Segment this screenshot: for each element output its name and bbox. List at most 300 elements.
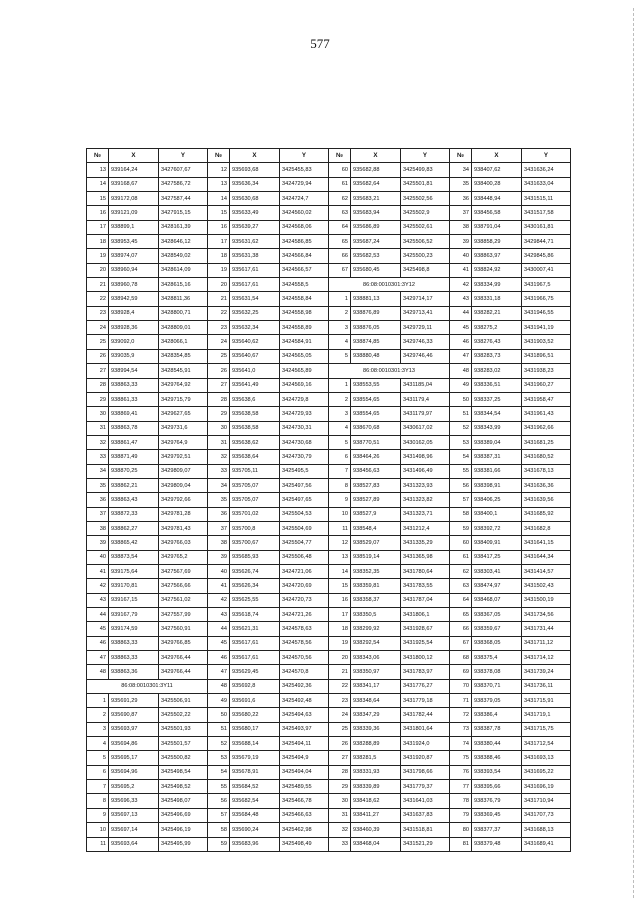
coord-y: 3425496,69 <box>159 808 208 822</box>
coord-x: 938281,5 <box>351 751 401 765</box>
coord-x: 938334,99 <box>472 278 522 292</box>
coord-y: 3431636,24 <box>522 163 571 177</box>
coord-y: 3429729,11 <box>401 321 450 335</box>
table-row <box>87 249 571 263</box>
table-row <box>87 794 571 808</box>
point-number: 20 <box>329 651 351 665</box>
point-number: 27 <box>329 751 351 765</box>
coord-x: 939164,24 <box>109 163 159 177</box>
point-number: 24 <box>208 335 230 349</box>
coord-y: 3424566,84 <box>280 249 329 263</box>
point-number: 20 <box>208 278 230 292</box>
table-header-row <box>87 149 571 163</box>
coord-x: 939175,64 <box>109 564 159 578</box>
coord-x: 938861,33 <box>109 392 159 406</box>
table-row <box>87 493 571 507</box>
point-number: 10 <box>87 823 109 837</box>
coordinates-table <box>86 148 571 852</box>
coord-y: 3424558,5 <box>280 278 329 292</box>
table-row <box>87 206 571 220</box>
coord-y: 3431967,5 <box>522 278 571 292</box>
coord-y: 3431941,19 <box>522 321 571 335</box>
table-row <box>87 464 571 478</box>
coord-x: 935640,67 <box>230 349 280 363</box>
table-row <box>87 278 571 292</box>
coord-x: 938554,65 <box>351 407 401 421</box>
coord-y: 3425495,5 <box>280 464 329 478</box>
coord-x: 938393,54 <box>472 765 522 779</box>
coord-x: 938339,36 <box>351 722 401 736</box>
table-row <box>87 220 571 234</box>
coord-y: 3424558,84 <box>280 292 329 306</box>
point-number: 31 <box>208 435 230 449</box>
coord-x: 938388,46 <box>472 751 522 765</box>
coord-y: 3425502,22 <box>159 708 208 722</box>
coord-x: 935690,87 <box>109 708 159 722</box>
coord-y: 3425501,57 <box>159 737 208 751</box>
coord-y: 3431335,29 <box>401 536 450 550</box>
coord-y: 3431925,54 <box>401 636 450 650</box>
coord-x: 938348,64 <box>351 694 401 708</box>
coord-x: 938292,54 <box>351 636 401 650</box>
point-number: 26 <box>87 349 109 363</box>
point-number: 64 <box>450 593 472 607</box>
point-number: 8 <box>87 794 109 808</box>
point-number: 46 <box>450 335 472 349</box>
point-number: 38 <box>87 521 109 535</box>
point-number: 14 <box>329 564 351 578</box>
coord-y: 3425466,63 <box>280 808 329 822</box>
point-number: 7 <box>329 464 351 478</box>
coord-y: 3431734,56 <box>522 608 571 622</box>
point-number: 21 <box>87 278 109 292</box>
coord-y: 3431798,66 <box>401 765 450 779</box>
coord-y: 3431715,91 <box>522 694 571 708</box>
coord-y: 3431776,27 <box>401 679 450 693</box>
coord-y: 3424560,02 <box>280 206 329 220</box>
coord-x: 935692,8 <box>230 679 280 693</box>
coord-x: 935694,96 <box>109 765 159 779</box>
point-number: 1 <box>329 292 351 306</box>
coord-x: 939167,79 <box>109 608 159 622</box>
coord-y: 3429713,41 <box>401 306 450 320</box>
coord-y: 3424565,89 <box>280 364 329 378</box>
page-edge-rule <box>633 8 634 898</box>
coord-y: 3431502,43 <box>522 579 571 593</box>
coord-y: 3424729,8 <box>280 392 329 406</box>
coord-y: 3425498,52 <box>159 780 208 794</box>
coord-y: 3424729,93 <box>280 407 329 421</box>
point-number: 52 <box>450 421 472 435</box>
point-number: 22 <box>87 292 109 306</box>
coord-x: 935687,24 <box>351 235 401 249</box>
point-number: 34 <box>87 464 109 478</box>
point-number: 34 <box>450 163 472 177</box>
coord-y: 3424730,31 <box>280 421 329 435</box>
coord-y: 3430007,41 <box>522 263 571 277</box>
coord-y: 3431414,57 <box>522 564 571 578</box>
point-number: 43 <box>450 292 472 306</box>
coord-y: 3431498,96 <box>401 450 450 464</box>
coord-x: 935641,0 <box>230 364 280 378</box>
coord-x: 938283,73 <box>472 349 522 363</box>
coord-x: 935693,97 <box>109 722 159 736</box>
header-y: Y <box>159 149 208 163</box>
coord-y: 3428545,91 <box>159 364 208 378</box>
point-number: 5 <box>329 435 351 449</box>
coord-x: 935632,34 <box>230 321 280 335</box>
coord-x: 938527,9 <box>351 507 401 521</box>
table-row <box>87 665 571 679</box>
coord-y: 3431780,64 <box>401 564 450 578</box>
coord-x: 935625,55 <box>230 593 280 607</box>
point-number: 74 <box>450 737 472 751</box>
coord-x: 938869,41 <box>109 407 159 421</box>
point-number: 29 <box>329 780 351 794</box>
coord-y: 3431966,75 <box>522 292 571 306</box>
coord-y: 3431960,27 <box>522 378 571 392</box>
point-number: 30 <box>329 794 351 808</box>
coord-y: 3431714,12 <box>522 651 571 665</box>
point-number: 12 <box>208 163 230 177</box>
point-number: 33 <box>329 837 351 851</box>
coord-y: 3431179,97 <box>401 407 450 421</box>
point-number: 12 <box>329 536 351 550</box>
header-number: № <box>87 149 109 163</box>
point-number: 21 <box>208 292 230 306</box>
point-number: 31 <box>87 421 109 435</box>
coord-y: 3425462,98 <box>280 823 329 837</box>
coord-x: 938881,13 <box>351 292 401 306</box>
point-number: 9 <box>87 808 109 822</box>
point-number: 58 <box>450 507 472 521</box>
coord-y: 3431496,49 <box>401 464 450 478</box>
coord-x: 935684,52 <box>230 780 280 794</box>
header-y: Y <box>280 149 329 163</box>
point-number: 41 <box>450 263 472 277</box>
point-number: 3 <box>329 321 351 335</box>
coord-x: 939168,67 <box>109 177 159 191</box>
point-number: 51 <box>450 407 472 421</box>
table-row <box>87 765 571 779</box>
table-row <box>87 608 571 622</box>
coord-y: 3431920,87 <box>401 751 450 765</box>
coord-y: 3425489,55 <box>280 780 329 794</box>
point-number: 29 <box>208 407 230 421</box>
coord-x: 939172,08 <box>109 192 159 206</box>
coord-y: 3427566,66 <box>159 579 208 593</box>
point-number: 44 <box>450 306 472 320</box>
coord-x: 938548,4 <box>351 521 401 535</box>
coord-x: 935638,6 <box>230 392 280 406</box>
coord-y: 3424578,56 <box>280 636 329 650</box>
point-number: 23 <box>208 321 230 335</box>
coord-x: 935641,49 <box>230 378 280 392</box>
coord-y: 3431903,52 <box>522 335 571 349</box>
point-number: 61 <box>329 177 351 191</box>
coord-x: 935700,67 <box>230 536 280 550</box>
coord-x: 935705,07 <box>230 478 280 492</box>
coord-y: 3431185,04 <box>401 378 450 392</box>
coord-x: 935695,2 <box>109 780 159 794</box>
coord-x: 935621,31 <box>230 622 280 636</box>
coord-x: 938880,48 <box>351 349 401 363</box>
coord-y: 3431938,23 <box>522 364 571 378</box>
coord-x: 938418,62 <box>351 794 401 808</box>
coord-y: 3424586,85 <box>280 235 329 249</box>
coord-x: 938858,29 <box>472 235 522 249</box>
table-row <box>87 392 571 406</box>
coord-x: 935636,34 <box>230 177 280 191</box>
coord-y: 3431961,43 <box>522 407 571 421</box>
table-row <box>87 507 571 521</box>
table-row <box>87 163 571 177</box>
coord-x: 938378,08 <box>472 665 522 679</box>
coord-y: 3424724,7 <box>280 192 329 206</box>
coord-y: 3425504,69 <box>280 521 329 535</box>
point-number: 13 <box>208 177 230 191</box>
point-number: 45 <box>450 321 472 335</box>
point-number: 2 <box>87 708 109 722</box>
coord-x: 935639,27 <box>230 220 280 234</box>
table-row <box>87 708 571 722</box>
coord-x: 938331,93 <box>351 765 401 779</box>
coord-y: 3431500,19 <box>522 593 571 607</box>
point-number: 23 <box>87 306 109 320</box>
coord-x: 935705,11 <box>230 464 280 478</box>
coord-x: 938368,05 <box>472 636 522 650</box>
coord-x: 938554,65 <box>351 392 401 406</box>
point-number: 3 <box>329 407 351 421</box>
coord-x: 935695,17 <box>109 751 159 765</box>
point-number: 39 <box>208 550 230 564</box>
point-number: 68 <box>450 651 472 665</box>
table-row <box>87 521 571 535</box>
coord-x: 935688,14 <box>230 737 280 751</box>
table-row <box>87 550 571 564</box>
coord-y: 3429845,86 <box>522 249 571 263</box>
coord-x: 938400,1 <box>472 507 522 521</box>
coord-x: 935683,94 <box>351 206 401 220</box>
coord-y: 3425499,83 <box>401 163 450 177</box>
table-row <box>87 737 571 751</box>
table-body <box>87 163 571 852</box>
coord-x: 938341,17 <box>351 679 401 693</box>
coord-x: 938464,26 <box>351 450 401 464</box>
point-number: 67 <box>329 263 351 277</box>
coord-y: 3431521,29 <box>401 837 450 851</box>
point-number: 67 <box>450 636 472 650</box>
coord-y: 3425506,48 <box>280 550 329 564</box>
coord-x: 938386,4 <box>472 708 522 722</box>
coord-y: 3425498,54 <box>159 765 208 779</box>
coord-y: 3431779,18 <box>401 694 450 708</box>
coord-y: 3430617,02 <box>401 421 450 435</box>
coord-x: 938337,25 <box>472 392 522 406</box>
coord-y: 3429792,66 <box>159 493 208 507</box>
coord-y: 3427561,02 <box>159 593 208 607</box>
coord-y: 3431924,0 <box>401 737 450 751</box>
coord-y: 3425492,36 <box>280 679 329 693</box>
coord-y: 3431644,34 <box>522 550 571 564</box>
coord-x: 938282,21 <box>472 306 522 320</box>
point-number: 47 <box>208 665 230 679</box>
point-number: 37 <box>450 206 472 220</box>
coord-x: 935682,64 <box>351 177 401 191</box>
coord-y: 3430161,81 <box>522 220 571 234</box>
coord-y: 3429792,51 <box>159 450 208 464</box>
table-row <box>87 435 571 449</box>
table-row <box>87 335 571 349</box>
coord-y: 3424558,98 <box>280 306 329 320</box>
point-number: 26 <box>208 364 230 378</box>
point-number: 75 <box>450 751 472 765</box>
coord-x: 938350,97 <box>351 665 401 679</box>
coord-y: 3425500,23 <box>401 249 450 263</box>
coord-y: 3429781,43 <box>159 521 208 535</box>
coord-y: 3424569,16 <box>280 378 329 392</box>
table-row <box>87 321 571 335</box>
coord-x: 938336,51 <box>472 378 522 392</box>
table-row <box>87 722 571 736</box>
coord-x: 935617,61 <box>230 278 280 292</box>
point-number: 48 <box>87 665 109 679</box>
coord-y: 3427607,67 <box>159 163 208 177</box>
point-number: 54 <box>450 450 472 464</box>
coord-x: 935680,45 <box>351 263 401 277</box>
point-number: 59 <box>208 837 230 851</box>
coord-x: 939167,15 <box>109 593 159 607</box>
coord-y: 3431711,12 <box>522 636 571 650</box>
table-row <box>87 536 571 550</box>
coord-y: 3425494,11 <box>280 737 329 751</box>
coord-x: 938863,33 <box>109 636 159 650</box>
coord-y: 3425502,9 <box>401 206 450 220</box>
header-number: № <box>329 149 351 163</box>
coord-x: 938339,89 <box>351 780 401 794</box>
coord-y: 3425506,91 <box>159 694 208 708</box>
point-number: 5 <box>87 751 109 765</box>
coord-y: 3424721,06 <box>280 564 329 578</box>
coord-y: 3431731,44 <box>522 622 571 636</box>
point-number: 49 <box>450 378 472 392</box>
point-number: 60 <box>450 536 472 550</box>
coord-y: 3429766,85 <box>159 636 208 650</box>
point-number: 35 <box>87 478 109 492</box>
coord-x: 938460,39 <box>351 823 401 837</box>
point-number: 1 <box>87 694 109 708</box>
coord-y: 3428354,85 <box>159 349 208 363</box>
point-number: 1 <box>329 378 351 392</box>
coord-y: 3431693,13 <box>522 751 571 765</box>
coord-y: 3428615,16 <box>159 278 208 292</box>
coord-x: 938862,21 <box>109 478 159 492</box>
coord-x: 938347,29 <box>351 708 401 722</box>
table-row <box>87 478 571 492</box>
table-row <box>87 177 571 191</box>
coord-x: 935682,54 <box>230 794 280 808</box>
point-number: 79 <box>450 808 472 822</box>
coord-y: 3429746,33 <box>401 335 450 349</box>
coord-y: 3431707,73 <box>522 808 571 822</box>
point-number: 15 <box>329 579 351 593</box>
coord-y: 3431695,22 <box>522 765 571 779</box>
point-number: 29 <box>87 392 109 406</box>
page-number: 577 <box>310 36 330 51</box>
coord-y: 3425500,82 <box>159 751 208 765</box>
coord-x: 938411,27 <box>351 808 401 822</box>
coord-x: 935691,6 <box>230 694 280 708</box>
point-number: 76 <box>450 765 472 779</box>
point-number: 66 <box>450 622 472 636</box>
table-row <box>87 263 571 277</box>
point-number: 14 <box>87 177 109 191</box>
coord-y: 3429627,65 <box>159 407 208 421</box>
coord-y: 3431806,1 <box>401 608 450 622</box>
coord-y: 3431710,94 <box>522 794 571 808</box>
coord-y: 3429766,03 <box>159 536 208 550</box>
coord-y: 3425498,49 <box>280 837 329 851</box>
coord-y: 3431633,04 <box>522 177 571 191</box>
point-number: 50 <box>450 392 472 406</box>
coord-x: 938275,2 <box>472 321 522 335</box>
point-number: 24 <box>329 708 351 722</box>
table-row <box>87 636 571 650</box>
coord-x: 935690,24 <box>230 823 280 837</box>
point-number: 11 <box>87 837 109 851</box>
coord-x: 935630,68 <box>230 192 280 206</box>
coord-x: 938824,92 <box>472 263 522 277</box>
coord-x: 935691,29 <box>109 694 159 708</box>
coord-y: 3431787,04 <box>401 593 450 607</box>
coord-x: 938876,89 <box>351 306 401 320</box>
coord-x: 938276,43 <box>472 335 522 349</box>
coord-x: 938865,42 <box>109 536 159 550</box>
coord-y: 3431641,15 <box>522 536 571 550</box>
coord-x: 935631,62 <box>230 235 280 249</box>
table-row <box>87 679 571 693</box>
coord-x: 938376,79 <box>472 794 522 808</box>
coord-x: 938870,25 <box>109 464 159 478</box>
table-row <box>87 694 571 708</box>
point-number: 53 <box>450 435 472 449</box>
point-number: 6 <box>87 765 109 779</box>
header-number: № <box>450 149 472 163</box>
point-number: 27 <box>87 364 109 378</box>
coord-x: 938468,04 <box>351 837 401 851</box>
point-number: 20 <box>87 263 109 277</box>
point-number: 34 <box>208 478 230 492</box>
coord-y: 3424730,79 <box>280 450 329 464</box>
coord-y: 3429844,71 <box>522 235 571 249</box>
coord-y: 3431680,52 <box>522 450 571 464</box>
point-number: 28 <box>87 378 109 392</box>
table-row <box>87 378 571 392</box>
table-row <box>87 306 571 320</box>
coord-y: 3425504,77 <box>280 536 329 550</box>
coord-x: 938370,71 <box>472 679 522 693</box>
cadastral-section-label: 86:08:0010301:3Y12 <box>329 278 450 292</box>
coord-x: 935683,21 <box>351 192 401 206</box>
coord-x: 935685,93 <box>230 550 280 564</box>
point-number: 31 <box>329 808 351 822</box>
point-number: 23 <box>329 694 351 708</box>
coord-x: 938369,45 <box>472 808 522 822</box>
coord-x: 935686,89 <box>351 220 401 234</box>
point-number: 48 <box>208 679 230 693</box>
coord-y: 3431179,4 <box>401 392 450 406</box>
point-number: 32 <box>208 450 230 464</box>
